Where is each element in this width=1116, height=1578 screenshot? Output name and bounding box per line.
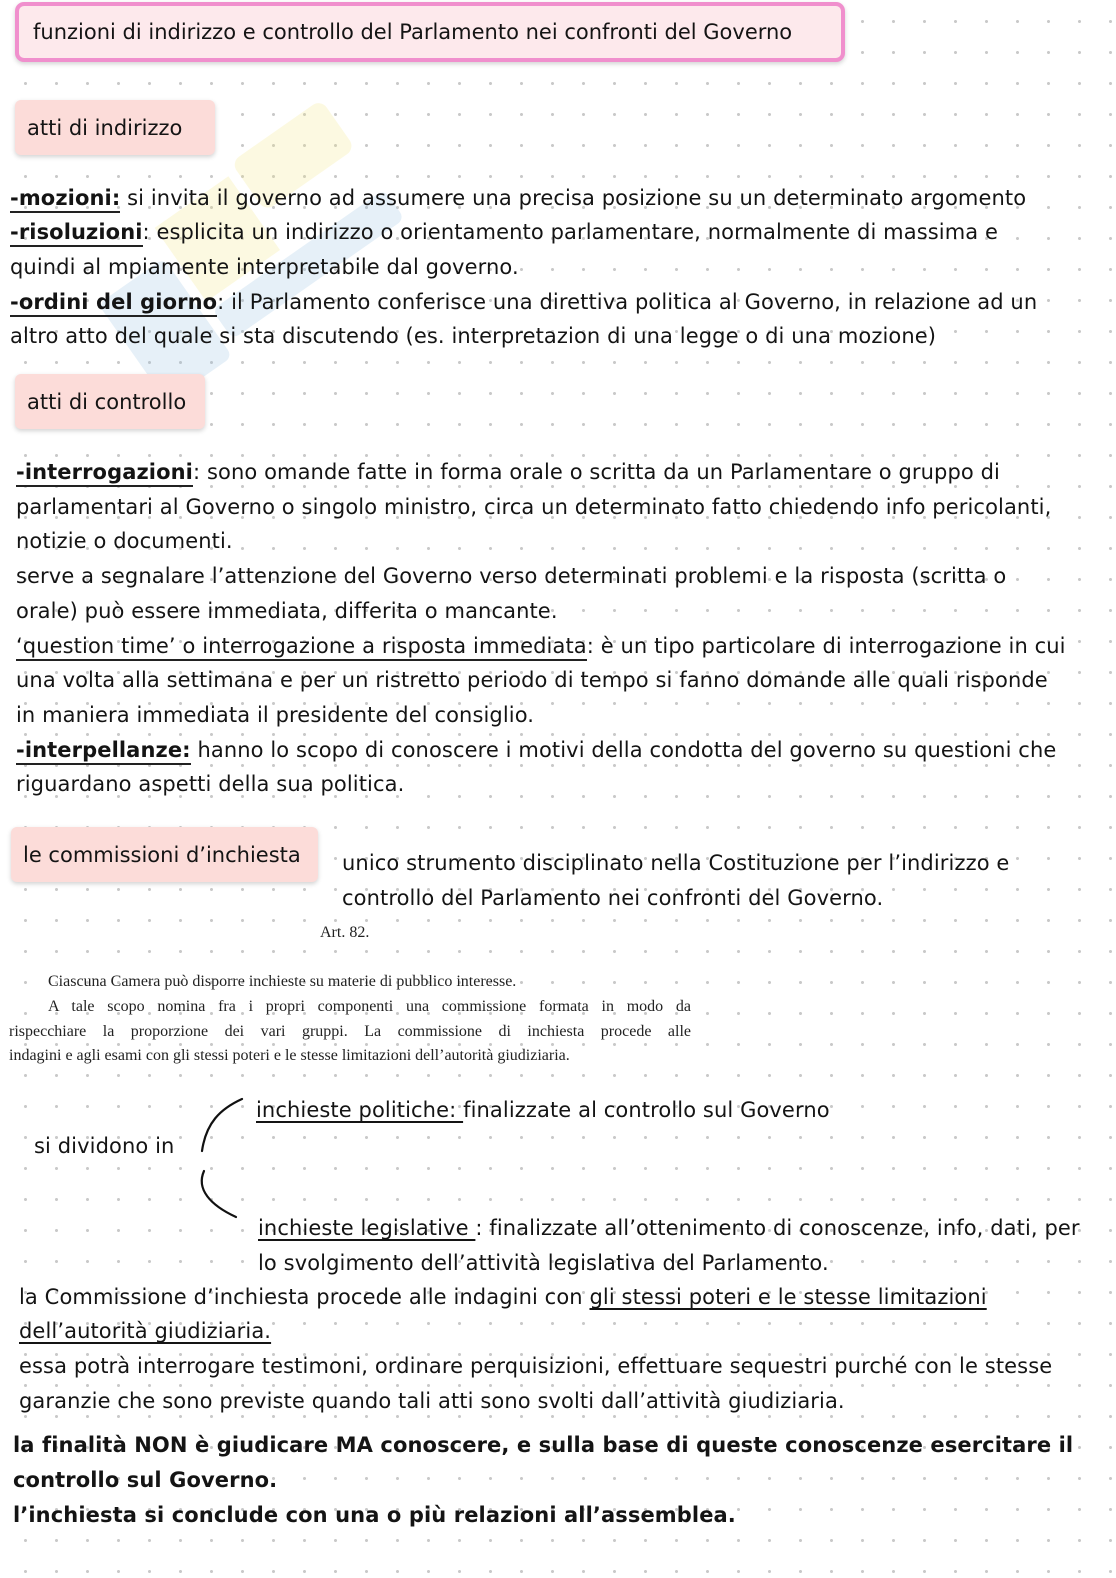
procede-line: [19, 1285, 987, 1309]
commissioni-desc-2: controllo del Parlamento nei confronti del Governo.: [342, 886, 884, 910]
mozioni-text: si invita il governo ad assumere una precisa posizione su un determinato argomento: [120, 186, 1027, 210]
controllo-line-3: notizie o documenti.: [16, 529, 233, 553]
interrogazioni-text: : sono omande fatte in forma orale o scritta da un Parlamentare o gruppo di: [193, 460, 1000, 484]
controllo-line-7: una volta alla settimana e per un ristretto periodo di tempo si fanno domande alle quali risponde: [16, 668, 1048, 692]
question-time-line: [16, 634, 1066, 658]
question-time-text: : è un tipo particolare di interrogazione in cui: [586, 634, 1066, 658]
mozioni-line: [10, 186, 1026, 210]
procede-underlined-2: dell’autorità giudiziaria.: [19, 1319, 272, 1343]
finalita-line-2: controllo sul Governo.: [13, 1468, 278, 1492]
article-title: Art. 82.: [320, 924, 370, 941]
brace-icon: [190, 1093, 250, 1223]
ordini-term: -ordini del giorno: [10, 290, 217, 317]
inchieste-legislative-term: inchieste legislative: [258, 1216, 476, 1240]
inchieste-legislative-line: [258, 1216, 1080, 1240]
inchieste-legislative-line-2: lo svolgimento dell’attività legislativa del Parlamento.: [258, 1251, 829, 1275]
controllo-line-4: serve a segnalare l’attenzione del Governo verso determinati problemi e la risposta (scritta o: [16, 564, 1007, 588]
inchieste-politiche-text: finalizzate al controllo sul Governo: [463, 1098, 830, 1122]
procede-text: la Commissione d’inchiesta procede alle indagini con: [19, 1285, 590, 1309]
controllo-line-2: parlamentari al Governo o singolo ministro, circa un determinato fatto chiedendo info pericolanti,: [16, 495, 1052, 519]
inchieste-legislative-text: : finalizzate all’ottenimento di conoscenze, info, dati, per: [475, 1216, 1080, 1240]
inchieste-politiche-term: inchieste politiche:: [256, 1098, 464, 1122]
mozioni-term: -mozioni:: [10, 186, 120, 213]
ordini-line: [10, 290, 1037, 314]
section-label-controllo: atti di controllo: [15, 374, 205, 429]
procede-underlined: gli stessi poteri e le stesse limitazioni: [589, 1285, 987, 1309]
risoluzioni-line-2: quindi al mpiamente interpretabile dal governo.: [10, 255, 519, 279]
controllo-line-5: orale) può essere immediata, differita o mancante.: [16, 599, 558, 623]
procede-line-2: [19, 1319, 271, 1343]
risoluzioni-text: : esplicita un indirizzo o orientamento parlamentare, normalmente di massima e: [142, 220, 999, 244]
finalita-line-1: la finalità NON è giudicare MA conoscere, e sulla base di queste conoscenze esercitare il: [13, 1433, 1074, 1457]
ordini-text: : il Parlamento conferisce una direttiva politica al Governo, in relazione ad un: [217, 290, 1038, 314]
article-line-2: A tale scopo nomina fra i propri componenti una commissione formata in modo da: [48, 998, 691, 1015]
potra-line-2: garanzie che sono previste quando tali atti sono svolti dall’attività giudiziaria.: [19, 1389, 845, 1413]
article-line-1: Ciascuna Camera può disporre inchieste su materie di pubblico interesse.: [48, 973, 517, 990]
question-time-term: ‘question time’ o interrogazione a risposta immediata: [16, 634, 587, 661]
interpellanze-line: [16, 738, 1056, 762]
interrogazioni-line: [16, 460, 1000, 484]
page-title: funzioni di indirizzo e controllo del Parlamento nei confronti del Governo: [15, 2, 845, 62]
si-dividono-label: si dividono in: [34, 1134, 175, 1158]
interpellanze-term: -interpellanze:: [16, 738, 191, 765]
interpellanze-text: hanno lo scopo di conoscere i motivi della condotta del governo su questioni che: [190, 738, 1057, 762]
section-label-commissioni: le commissioni d’inchiesta: [11, 827, 318, 882]
interrogazioni-term: -interrogazioni: [16, 460, 193, 487]
ordini-line-2: altro atto del quale si sta discutendo (es. interpretazion di una legge o di una mozione): [10, 324, 937, 348]
article-line-3: rispecchiare la proporzione dei vari gruppi. La commissione di inchiesta procede alle: [9, 1023, 691, 1040]
risoluzioni-term: -risoluzioni: [10, 220, 143, 247]
section-label-indirizzo: atti di indirizzo: [15, 100, 215, 155]
article-line-4: indagini e agli esami con gli stessi poteri e le stesse limitazioni dell’autorità giudiziaria.: [9, 1047, 570, 1064]
controllo-line-8: in maniera immediata il presidente del consiglio.: [16, 703, 535, 727]
conclude-line: l’inchiesta si conclude con una o più relazioni all’assemblea.: [13, 1503, 736, 1527]
controllo-line-10: riguardano aspetti della sua politica.: [16, 772, 405, 796]
inchieste-politiche-line: [256, 1098, 830, 1122]
risoluzioni-line: [10, 220, 998, 244]
commissioni-desc-1: unico strumento disciplinato nella Costituzione per l’indirizzo e: [342, 851, 1010, 875]
potra-line-1: essa potrà interrogare testimoni, ordinare perquisizioni, effettuare sequestri purché con le stesse: [19, 1354, 1053, 1378]
